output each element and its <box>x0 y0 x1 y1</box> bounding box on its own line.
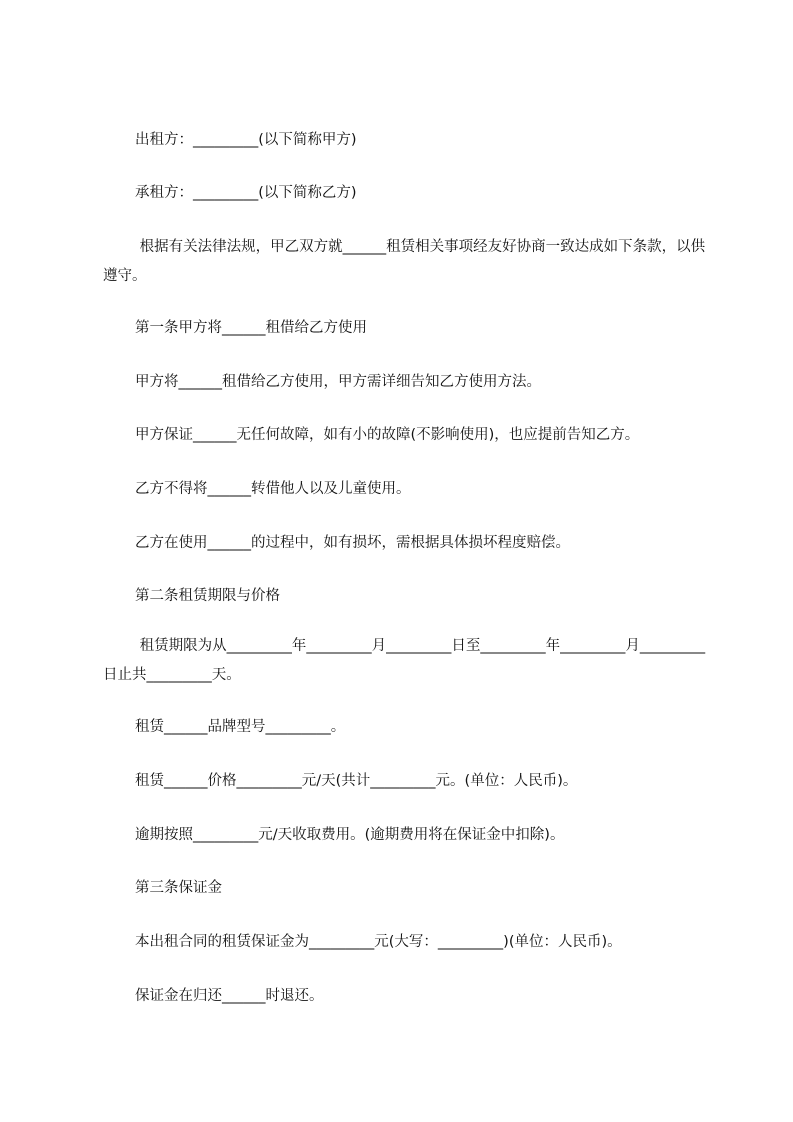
article-1-clause-2: 甲方保证______无任何故障，如有小的故障(不影响使用)，也应提前告知乙方。 <box>135 427 640 443</box>
deposit-amount-line: 本出租合同的租赁保证金为_________元(大写：_________)(单位：人民币)。 <box>135 934 622 950</box>
article-1-heading: 第一条甲方将______租借给乙方使用 <box>135 320 367 336</box>
lessor-line: 出租方：_________(以下简称甲方) <box>135 132 357 148</box>
article-1-clause-1: 甲方将______租借给乙方使用，甲方需详细告知乙方使用方法。 <box>135 374 541 390</box>
price-line: 租赁______价格_________元/天(共计_________元。(单位：人民币)。 <box>135 773 578 789</box>
lessee-line: 承租方：_________(以下简称乙方) <box>135 185 357 201</box>
overdue-fee-line: 逾期按照_________元/天收取费用。(逾期费用将在保证金中扣除)。 <box>135 827 565 843</box>
brand-model-line: 租赁______品牌型号_________。 <box>135 719 346 735</box>
lease-term-paragraph: 租赁期限为从_________年_________月_________日至_________年_________月_________日止共_________天。 <box>103 638 706 683</box>
article-3-heading: 第三条保证金 <box>135 880 222 896</box>
deposit-return-line: 保证金在归还______时退还。 <box>135 988 324 1004</box>
preamble-paragraph: 根据有关法律法规，甲乙双方就______租赁相关事项经友好协商一致达成如下条款，以供遵守。 <box>103 239 706 284</box>
article-2-heading: 第二条租赁期限与价格 <box>135 588 280 604</box>
article-1-clause-4: 乙方在使用______的过程中，如有损坏，需根据具体损坏程度赔偿。 <box>135 535 570 551</box>
article-1-clause-3: 乙方不得将______转借他人以及儿童使用。 <box>135 481 411 497</box>
